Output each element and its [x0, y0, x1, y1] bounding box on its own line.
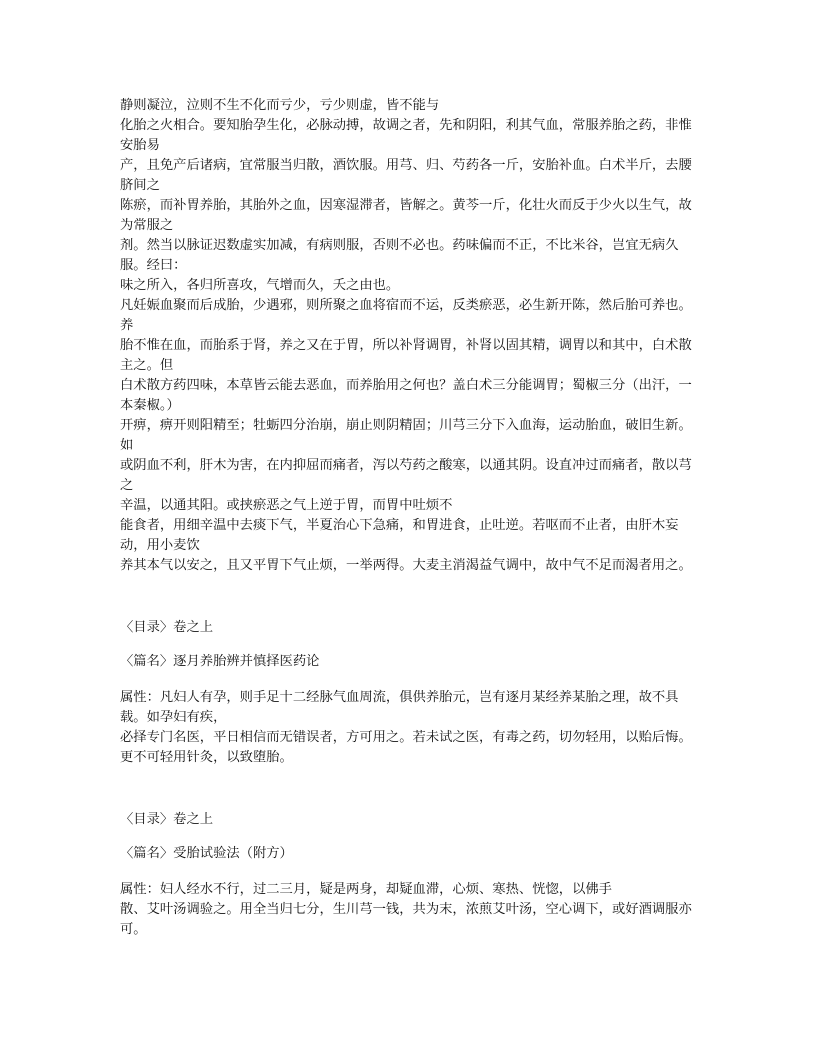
text-line: 养其本气以安之，且又平胃下气止烦，一举两得。大麦主消渴益气调中，故中气不足而渴者用之。 [120, 558, 692, 573]
text-line: 能食者，用细辛温中去痰下气，半夏治心下急痛，和胃进食，止吐逆。若呕而不止者，由肝木妄动，用小麦饮 [120, 518, 679, 553]
document-page [120, 96, 698, 940]
text-line: 陈瘀，而补胃养胎，其胎外之血，因寒湿滞者，皆解之。黄芩一斤，化壮火而反于少火以生气，故为常服之 [120, 198, 692, 233]
chapter-title: 〈篇名〉受胎试验法（附方） [120, 846, 293, 861]
text-line: 静则凝泣，泣则不生不化而亏少，亏少则虚，皆不能与 [120, 98, 440, 113]
text-line: 属性：妇人经水不行，过二三月，疑是两身，却疑血滞，心烦、寒热、恍惚，以佛手 [120, 882, 612, 897]
text-line: 或阴血不利，肝木为害，在内抑屈而痛者，泻以芍药之酸寒，以通其阴。设直冲过而痛者，散以芎 之 [120, 458, 692, 493]
text-line: 属性：凡妇人有孕，则手足十二经脉气血周流，俱供养胎元，岂有逐月某经养某胎之理，故不具载。如孕妇有疾， [120, 690, 679, 725]
text-line: 味之所入，各归所喜攻，气增而久，夭之由也。 [120, 278, 400, 293]
chapter-title: 〈篇名〉逐月养胎辨并慎择医药论 [120, 654, 320, 669]
text-line: 散、艾叶汤调验之。用全当归七分，生川芎一钱，共为末，浓煎艾叶汤，空心调下，或好酒调服亦可。 [120, 902, 692, 937]
text-line: 开痹，痹开则阳精至；牡蛎四分治崩，崩止则阴精固；川芎三分下入血海，运动胎血，破旧生新。如 [120, 418, 692, 453]
text-line: 剂。然当以脉证迟数虚实加减，有病则服，否则不必也。药味偏而不正，不比米谷，岂宜无病久服。经曰： [120, 238, 679, 273]
text-line: 白术散方药四味，本草皆云能去恶血，而养胎用之何也？盖白术三分能调胃；蜀椒三分（出汗，一本秦椒。） [120, 378, 692, 413]
text-line: 胎不惟在血，而胎系于肾，养之又在于胃，所以补肾调胃，补肾以固其精，调胃以和其中，白术散主之。但 [120, 338, 692, 373]
section-2 [120, 618, 698, 768]
catalog-heading: 〈目录〉卷之上 [120, 812, 214, 827]
text-line: 产，且免产后诸病，宜常服当归散，酒饮服。用芎、归、芍药各一斤，安胎补血。白术半斤，去腰脐间之 [120, 158, 692, 193]
text-line: 凡妊娠血聚而后成胎，少遇邪，则所聚之血将宿而不运，反类瘀恶，必生新开陈，然后胎可养也。养 [120, 298, 692, 333]
text-line: 辛温，以通其阳。或挟瘀恶之气上逆于胃，而胃中吐烦不 [120, 498, 453, 513]
section-body-1 [120, 96, 698, 576]
text-line: 化胎之火相合。要知胎孕生化，必脉动搏，故调之者，先和阴阳，利其气血，常服养胎之药，非惟安胎易 [120, 118, 692, 153]
section-3 [120, 810, 698, 940]
text-line: 更不可轻用针灸，以致堕胎。 [120, 750, 293, 765]
catalog-heading: 〈目录〉卷之上 [120, 620, 214, 635]
text-line: 必择专门名医，平日相信而无错误者，方可用之。若未试之医，有毒之药，切勿轻用，以贻后悔。 [120, 730, 692, 745]
